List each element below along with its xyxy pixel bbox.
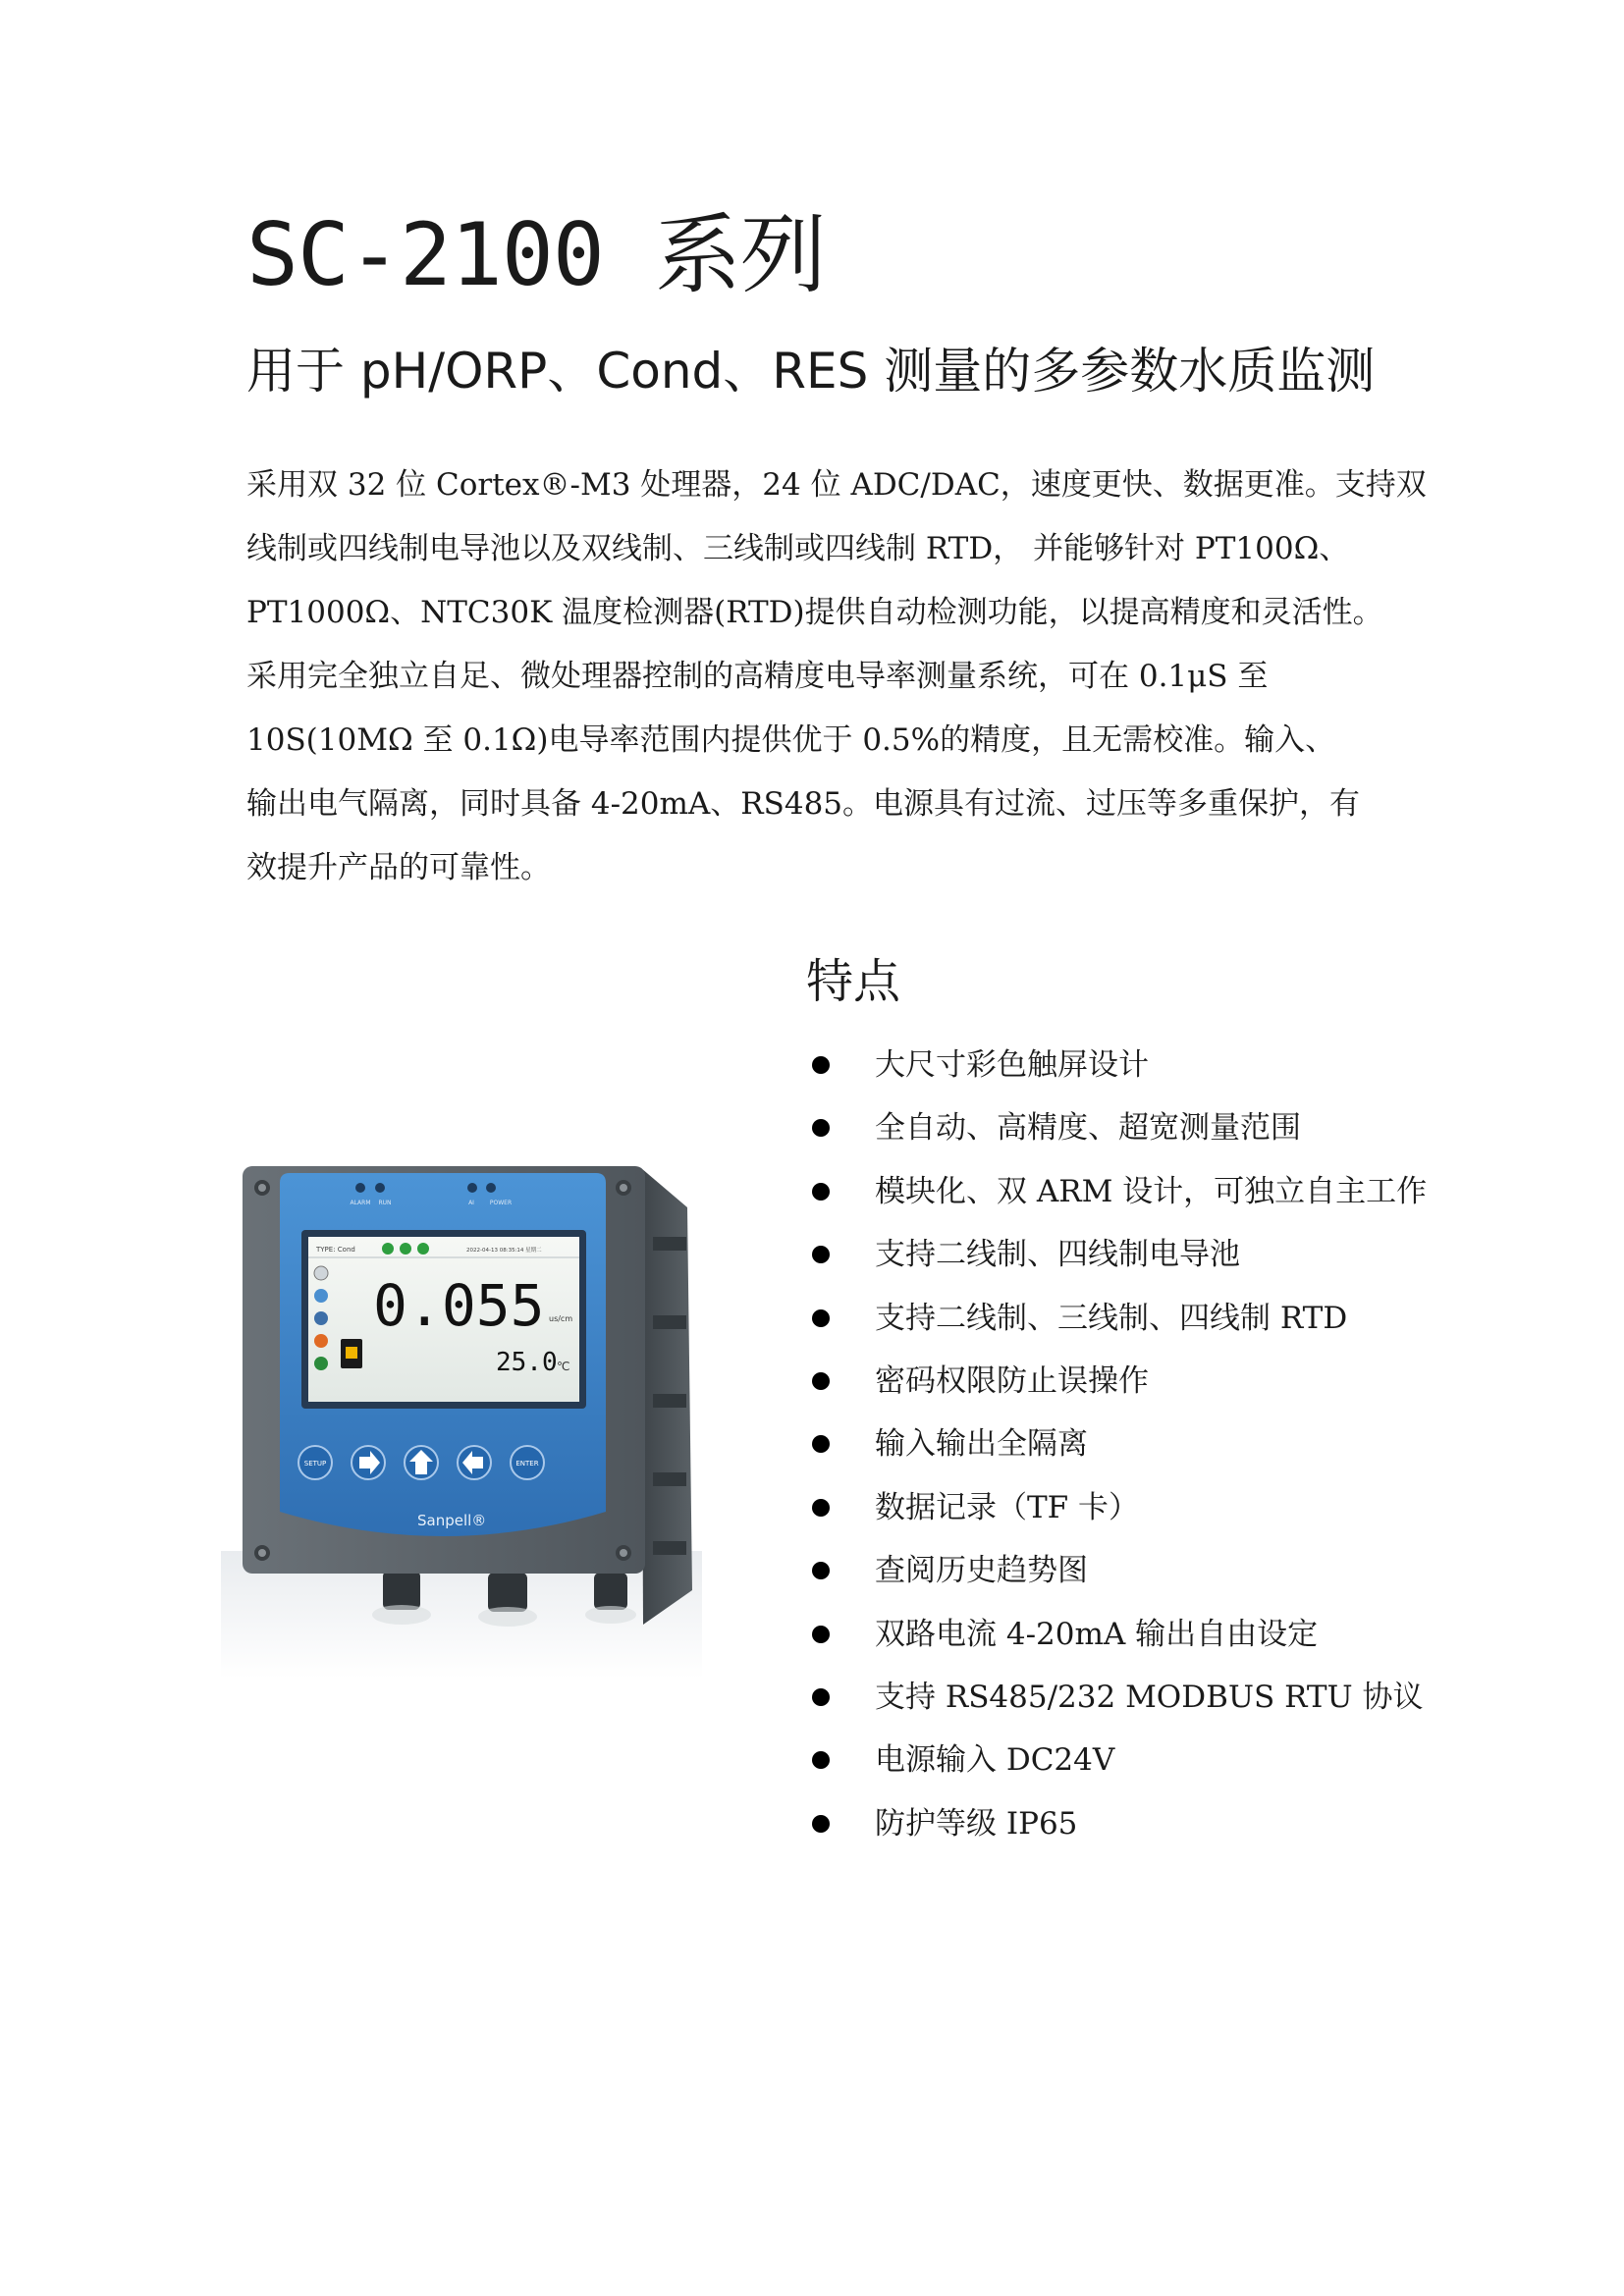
intro-line: 10S(10MΩ 至 0.1Ω)电导率范围内提供优于 0.5%的精度，且无需校准。输入、 [246,722,1336,758]
intro-line: 输出电气隔离，同时具备 4-20mA、RS485。电源具有过流、过压等多重保护，有 [246,786,1361,822]
led-label: POWER [489,1200,513,1206]
feature-item [806,1096,1427,1159]
bullet-icon [812,1562,830,1579]
screen-status-icon [382,1243,394,1255]
bullet-icon [812,1499,830,1517]
intro-line: 采用完全独立自足、微处理器控制的高精度电导率测量系统，可在 0.1μS 至 [246,659,1269,694]
bullet-icon [812,1435,830,1453]
screen-temperature-unit: ℃ [557,1360,570,1373]
screen-status-icon [417,1243,429,1255]
features-list [806,1034,1427,1855]
screen-type-label: TYPE: Cond [316,1246,355,1254]
setup-button-label: SETUP [303,1460,327,1468]
intro-line: 采用双 32 位 Cortex®-M3 处理器，24 位 ADC/DAC，速度更快、数据更准。支持双 [246,467,1427,503]
enter-button-label: ENTER [515,1460,539,1468]
bullet-icon [812,1372,830,1390]
feature-text: 支持二线制、四线制电导池 [875,1237,1240,1273]
led-label: AI [468,1200,474,1206]
screen-reading-unit: us/cm [549,1314,573,1323]
cable-glands [372,1571,636,1627]
feature-item [806,1287,1427,1350]
feature-item [806,1539,1427,1602]
screen-reading: 0.055 [373,1272,545,1339]
intro-line: 效提升产品的可靠性。 [246,850,551,885]
feature-text: 防护等级 IP65 [875,1805,1078,1842]
page-subtitle: 用于 pH/ORP、Cond、RES 测量的多参数水质监测 [246,343,1376,400]
feature-text: 支持 RS485/232 MODBUS RTU 协议 [875,1679,1424,1715]
intro-line: PT1000Ω、NTC30K 温度检测器(RTD)提供自动检测功能，以提高精度和灵活性。 [246,595,1383,630]
feature-item [806,1223,1427,1286]
feature-text: 大尺寸彩色触屏设计 [875,1047,1149,1083]
feature-item [806,1603,1427,1666]
feature-text: 查阅历史趋势图 [875,1553,1088,1589]
bullet-icon [812,1309,830,1327]
intro-line: 线制或四线制电导池以及双线制、三线制或四线制 RTD， 并能够针对 PT100Ω、 [246,531,1350,566]
feature-text: 电源输入 DC24V [875,1742,1115,1779]
feature-item [806,1413,1427,1475]
product-image [221,1129,702,1679]
screen-temperature: 25.0 [496,1348,558,1377]
feature-text: 全自动、高精度、超宽测量范围 [875,1110,1301,1147]
feature-text: 模块化、双 ARM 设计，可独立自主工作 [875,1173,1428,1209]
feature-text: 密码权限防止误操作 [875,1362,1149,1399]
screen-date: 2022-04-13 08:35:14 星期二 [466,1248,542,1254]
features-heading: 特点 [806,954,901,1009]
page-title: SC-2100 系列 [246,204,826,305]
bullet-icon [812,1815,830,1833]
feature-text: 双路电流 4-20mA 输出自由设定 [875,1616,1319,1652]
feature-text: 支持二线制、三线制、四线制 RTD [875,1300,1348,1336]
intro-paragraph [246,454,1427,900]
screen-status-icon [400,1243,411,1255]
feature-item [806,1034,1427,1096]
feature-text: 数据记录（TF 卡） [875,1489,1140,1525]
feature-text: 输入输出全隔离 [875,1426,1088,1463]
feature-item [806,1476,1427,1539]
brand-logo: Sanpell® [417,1512,487,1529]
bullet-icon [812,1688,830,1706]
feature-item [806,1792,1427,1855]
feature-item [806,1350,1427,1413]
feature-item [806,1729,1427,1791]
led-label: RUN [378,1200,392,1206]
bullet-icon [812,1119,830,1137]
feature-item [806,1666,1427,1729]
bullet-icon [812,1751,830,1769]
side-housing [641,1168,692,1625]
led-label: ALARM [350,1200,371,1206]
bullet-icon [812,1246,830,1263]
feature-item [806,1160,1427,1223]
bullet-icon [812,1626,830,1643]
bullet-icon [812,1056,830,1074]
bullet-icon [812,1183,830,1201]
